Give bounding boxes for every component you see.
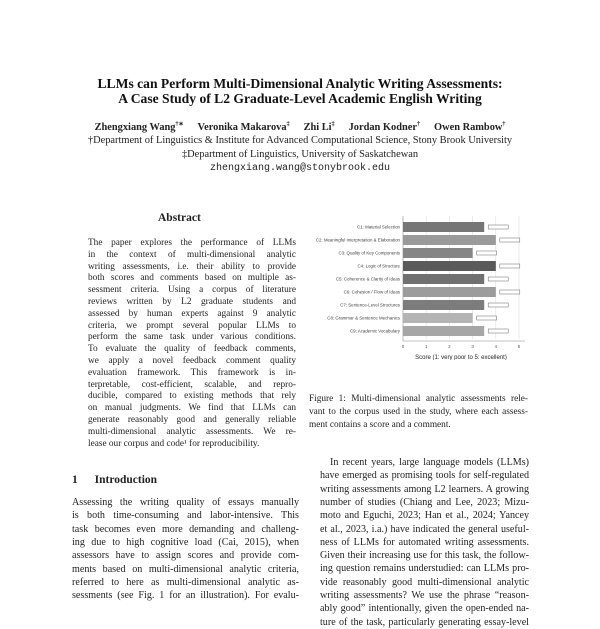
abstract-heading: Abstract bbox=[158, 212, 201, 224]
category-label: C7: Sentence-Level Structures bbox=[340, 302, 400, 308]
text-line: criteria, we prompt several popular LLMs to bbox=[88, 320, 296, 331]
text-line: multi-dimensional analytic assessments. We re- bbox=[88, 426, 296, 437]
author-name: Veronika Makarova bbox=[197, 122, 287, 134]
text-line: ably good” intentionally, given the open-ended na- bbox=[320, 603, 529, 615]
author-list bbox=[0, 121, 600, 133]
affiliation-2: ‡Department of Linguistics, University of Saskatchewan bbox=[181, 149, 419, 160]
x-tick-label: 0 bbox=[401, 344, 405, 349]
text-line: Assessing the writing quality of essays manually bbox=[72, 497, 299, 508]
author bbox=[95, 122, 184, 133]
author-name: Zhi Li bbox=[303, 122, 332, 134]
text-line: writing assessments? We use the phrase “reason- bbox=[320, 590, 529, 601]
author bbox=[349, 122, 420, 133]
text-line: writing assessments, i.e. their ability to provide bbox=[88, 261, 296, 272]
text-line: vide reasonably good multi-dimensional analytic bbox=[320, 576, 529, 588]
comment-box bbox=[500, 290, 520, 294]
text-line: both scores and comments based on multiple as- bbox=[88, 273, 296, 284]
x-axis-label: Score (1: very poor to 5: excellent) bbox=[415, 355, 507, 360]
bar bbox=[403, 222, 484, 232]
text-line: we apply a novel feedback comment quality bbox=[88, 356, 296, 366]
text-line: sessment criteria. Using a corpus of literature bbox=[88, 285, 296, 296]
comment-box bbox=[488, 225, 508, 229]
author-name: Jordan Kodner bbox=[348, 122, 417, 134]
text-line: ing question remains understudied: can LLMs pro- bbox=[320, 563, 529, 575]
comment-box bbox=[488, 277, 508, 281]
author-mark: †∗ bbox=[175, 122, 184, 128]
text-line: in the context of multi-dimensional analytic bbox=[88, 249, 296, 260]
section-heading-introduction bbox=[72, 474, 157, 486]
text-line: generate reasonably good and generally reliable bbox=[88, 415, 296, 425]
text-line: have emerged as promising tools for self-regulated bbox=[320, 470, 529, 482]
x-tick-label: 5 bbox=[517, 344, 521, 349]
author bbox=[434, 122, 505, 133]
text-line: Figure 1: Multi-dimensional analytic assessments rele- bbox=[309, 394, 528, 404]
text-line: perform the same task under various conditions. bbox=[88, 332, 296, 343]
bar bbox=[403, 274, 484, 284]
text-line: To evaluate the quality of feedback comments, bbox=[88, 344, 296, 355]
category-label: C9: Academic Vocabulary bbox=[349, 328, 400, 334]
text-line: on manual judgments. We find that LLMs can bbox=[88, 403, 296, 414]
bar bbox=[403, 326, 484, 336]
text-line: lease our corpus and code¹ for reproducibility. bbox=[88, 438, 260, 449]
figure-1-chart bbox=[300, 210, 540, 360]
category-label: C1: Material Selection bbox=[357, 224, 400, 230]
text-line: referred to here as multi-dimensional analytic as- bbox=[72, 576, 299, 588]
author bbox=[198, 122, 290, 133]
text-line: ing due to high cognitive load (Cai, 2015), when bbox=[72, 536, 299, 548]
category-label: C4: Logic of Structure bbox=[357, 263, 400, 269]
text-line: ment contains a score and a comment. bbox=[309, 420, 451, 430]
category-label: C5: Coherence & Clarity of Ideas bbox=[335, 276, 400, 282]
text-line: In recent years, large language models (LLMs) bbox=[330, 457, 529, 468]
text-line: ture of the task, particularly generating essay-level bbox=[320, 616, 529, 628]
category-label: C2: Meaningful Interpretation & Elaboration bbox=[315, 237, 400, 243]
category-label: C3: Quality of Key Components bbox=[338, 250, 400, 256]
section-number: 1 bbox=[72, 474, 78, 486]
x-tick-label: 3 bbox=[471, 344, 474, 349]
text-line: task becomes even more demanding and challeng- bbox=[72, 523, 299, 535]
author-mark: ‡ bbox=[331, 122, 335, 128]
paper-title-line-1: LLMs can Perform Multi-Dimensional Analytic Writing Assessments: bbox=[97, 76, 503, 91]
author-mark: † bbox=[417, 122, 420, 128]
text-line: assessed by human experts against 9 analytic bbox=[88, 308, 296, 319]
text-line: assessors have to assign scores and provide com- bbox=[72, 550, 299, 562]
text-line: vant to the corpus used in the study, where each assess- bbox=[309, 407, 528, 417]
text-line: et al., 2023, i.a.) have indicated the general useful- bbox=[320, 523, 529, 535]
x-tick-label: 4 bbox=[494, 344, 498, 349]
x-tick-label: 2 bbox=[448, 344, 451, 349]
bar bbox=[403, 313, 473, 323]
author-name: Owen Rambow bbox=[434, 122, 503, 134]
category-label: C6: Cohesion / Flow of Ideas bbox=[343, 289, 400, 295]
bar bbox=[403, 261, 496, 271]
text-line: is both time-consuming and labor-intensive. This bbox=[72, 510, 299, 522]
section-title: Introduction bbox=[94, 474, 158, 486]
x-tick-label: 1 bbox=[424, 344, 428, 349]
comment-box bbox=[488, 329, 508, 333]
author bbox=[304, 122, 335, 133]
text-line: reviews written by L2 graduate students and bbox=[88, 297, 296, 307]
comment-box bbox=[477, 316, 497, 320]
text-line: Given their increasing use for this task, the follow- bbox=[320, 550, 529, 562]
author-name: Zhengxiang Wang bbox=[94, 122, 176, 134]
text-line: terpretable, cost-efficient, scalable, and repro- bbox=[88, 379, 296, 390]
paper-title-line-2: A Case Study of L2 Graduate-Level Academic English Writing bbox=[118, 91, 482, 106]
author-mark: ‡ bbox=[286, 122, 290, 128]
email: zhengxiang.wang@stonybrook.edu bbox=[209, 163, 391, 174]
bar bbox=[403, 248, 473, 258]
category-label: C8: Grammar & Sentence Mechanics bbox=[327, 315, 400, 321]
text-line: ments based on multi-dimensional analytic criteria, bbox=[72, 563, 299, 575]
text-line: evaluation framework. This framework is in- bbox=[88, 367, 296, 378]
affiliation-1: †Department of Linguistics & Institute for Advanced Computational Science, Stony Brook University bbox=[87, 135, 513, 146]
comment-box bbox=[477, 251, 497, 255]
bar bbox=[403, 235, 496, 245]
text-line: ness of LLMs for automated writing assessments. bbox=[320, 536, 529, 548]
text-line: number of studies (Chiang and Lee, 2023; Mizu- bbox=[320, 496, 529, 508]
text-line: writing assessments among L2 learners. A growing bbox=[320, 483, 529, 495]
bar bbox=[403, 287, 496, 297]
author-mark: † bbox=[502, 122, 506, 128]
comment-box bbox=[500, 238, 520, 242]
text-line: ducible, compared to existing methods that rely bbox=[88, 391, 296, 402]
text-line: moto and Eguchi, 2023; Han et al., 2024; Yancey bbox=[320, 510, 529, 522]
comment-box bbox=[488, 303, 508, 307]
text-line: The paper explores the performance of LLMs bbox=[88, 238, 296, 248]
comment-box bbox=[500, 264, 520, 268]
text-line: sessments (see Fig. 1 for an illustration). For evalu- bbox=[72, 590, 299, 602]
bar bbox=[403, 300, 484, 310]
